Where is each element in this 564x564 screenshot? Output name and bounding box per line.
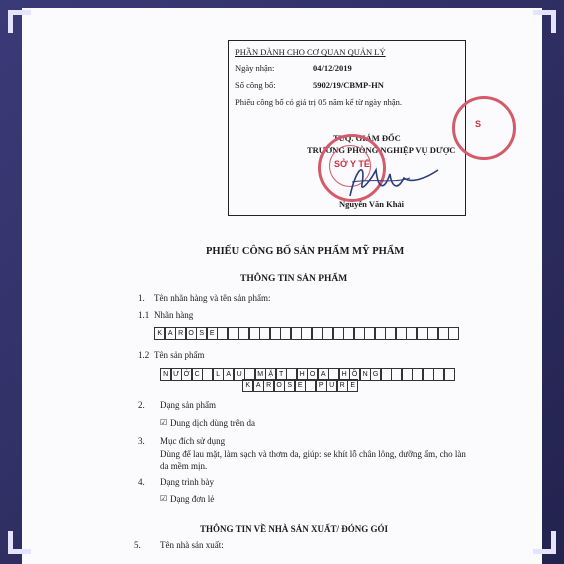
grid-cell: K bbox=[242, 379, 253, 392]
official-heading: PHẦN DÀNH CHO CƠ QUAN QUẢN LÝ bbox=[235, 47, 386, 57]
grid-cell: U bbox=[326, 379, 337, 392]
grid-cell: N bbox=[160, 368, 171, 381]
validity-note: Phiếu công bố có giá trị 05 năm kể từ ngày nhận. bbox=[235, 97, 403, 107]
signer-name: Nguyễn Văn Khải bbox=[339, 199, 405, 209]
item-3-number: 3. bbox=[138, 436, 145, 446]
number-value: 5902/19/CBMP-HN bbox=[313, 80, 384, 90]
received-value: 04/12/2019 bbox=[313, 63, 352, 73]
section-manufacture-heading: THÔNG TIN VỀ NHÀ SẢN XUẤT/ ĐÓNG GÓI bbox=[200, 524, 388, 534]
grid-cell: O bbox=[307, 368, 318, 381]
item-3-label: Mục đích sử dụng bbox=[160, 436, 226, 446]
product-name-grid-row-2 bbox=[242, 379, 358, 392]
grid-cell: R bbox=[175, 327, 186, 340]
grid-cell: H bbox=[339, 368, 350, 381]
received-label: Ngày nhận: bbox=[235, 63, 275, 73]
item-4-checkbox[interactable]: ☑ bbox=[160, 494, 168, 503]
item-5-number: 5. bbox=[134, 540, 141, 550]
grid-cell: O bbox=[186, 327, 197, 340]
item-1-2-label: Tên sản phẩm bbox=[154, 350, 205, 360]
grid-cell: Ớ bbox=[181, 368, 192, 381]
grid-cell: L bbox=[213, 368, 224, 381]
frame-corner-top-right bbox=[533, 10, 556, 33]
item-2-checkbox[interactable]: ☑ bbox=[160, 418, 168, 427]
grid-cell: T bbox=[276, 368, 287, 381]
item-3-value-line-2: da mềm mịn. bbox=[160, 461, 208, 471]
grid-cell: S bbox=[196, 327, 207, 340]
grid-cell: U bbox=[234, 368, 245, 381]
grid-cell bbox=[448, 327, 459, 340]
document-page bbox=[22, 8, 542, 564]
frame-corner-top-left bbox=[8, 10, 31, 33]
item-5-label: Tên nhà sản xuất: bbox=[160, 540, 224, 550]
grid-cell: R bbox=[263, 379, 274, 392]
grid-cell: E bbox=[347, 379, 358, 392]
side-stamp bbox=[452, 96, 516, 160]
signer-title-2: TRƯỞNG PHÒNG NGHIỆP VỤ DƯỢC bbox=[307, 145, 456, 155]
grid-cell: A bbox=[318, 368, 329, 381]
grid-cell: N bbox=[360, 368, 371, 381]
grid-cell: Ư bbox=[171, 368, 182, 381]
frame-corner-bottom-left bbox=[8, 531, 31, 554]
grid-cell: G bbox=[370, 368, 381, 381]
grid-cell: A bbox=[253, 379, 264, 392]
item-1-1-label: Nhãn hàng bbox=[154, 310, 194, 320]
grid-cell bbox=[444, 368, 455, 381]
grid-cell: Ặ bbox=[265, 368, 276, 381]
grid-cell: Ồ bbox=[349, 368, 360, 381]
section-product-heading: THÔNG TIN SẢN PHẨM bbox=[240, 274, 348, 284]
item-4-number: 4. bbox=[138, 477, 145, 487]
grid-cell: A bbox=[223, 368, 234, 381]
grid-cell: M bbox=[255, 368, 266, 381]
grid-cell: P bbox=[316, 379, 327, 392]
item-2-label: Dạng sản phẩm bbox=[160, 400, 216, 410]
item-1-number: 1. bbox=[138, 293, 145, 303]
grid-cell: S bbox=[284, 379, 295, 392]
side-stamp-mark: S bbox=[475, 119, 482, 129]
grid-cell: K bbox=[154, 327, 165, 340]
item-4-value: Dạng đơn lẻ bbox=[170, 494, 215, 504]
grid-cell: E bbox=[207, 327, 218, 340]
grid-cell: H bbox=[297, 368, 308, 381]
item-4-label: Dạng trình bày bbox=[160, 477, 214, 487]
grid-cell: O bbox=[274, 379, 285, 392]
item-3-value-line-1: Dùng để lau mặt, làm sạch và thơm da, giúp: se khít lỗ chân lông, dưỡng ẩm, cho làn bbox=[160, 449, 466, 459]
brand-letter-grid bbox=[154, 327, 459, 340]
item-1-1-number: 1.1 bbox=[138, 310, 150, 320]
frame-corner-bottom-right bbox=[533, 531, 556, 554]
grid-cell: A bbox=[165, 327, 176, 340]
stamp-text: SỞ Y TẾ bbox=[334, 159, 370, 169]
grid-cell: R bbox=[337, 379, 348, 392]
item-2-number: 2. bbox=[138, 400, 145, 410]
item-1-label: Tên nhãn hàng và tên sản phẩm: bbox=[154, 293, 271, 303]
grid-cell: E bbox=[295, 379, 306, 392]
signature-icon bbox=[332, 148, 442, 208]
document-title: PHIẾU CÔNG BỐ SẢN PHẨM MỸ PHẨM bbox=[206, 246, 405, 257]
number-label: Số công bố: bbox=[235, 80, 276, 90]
grid-cell: C bbox=[192, 368, 203, 381]
signer-title-1: TUQ. GIÁM ĐỐC bbox=[333, 133, 401, 143]
item-1-2-number: 1.2 bbox=[138, 350, 150, 360]
item-2-value: Dung dịch dùng trên da bbox=[170, 418, 255, 428]
